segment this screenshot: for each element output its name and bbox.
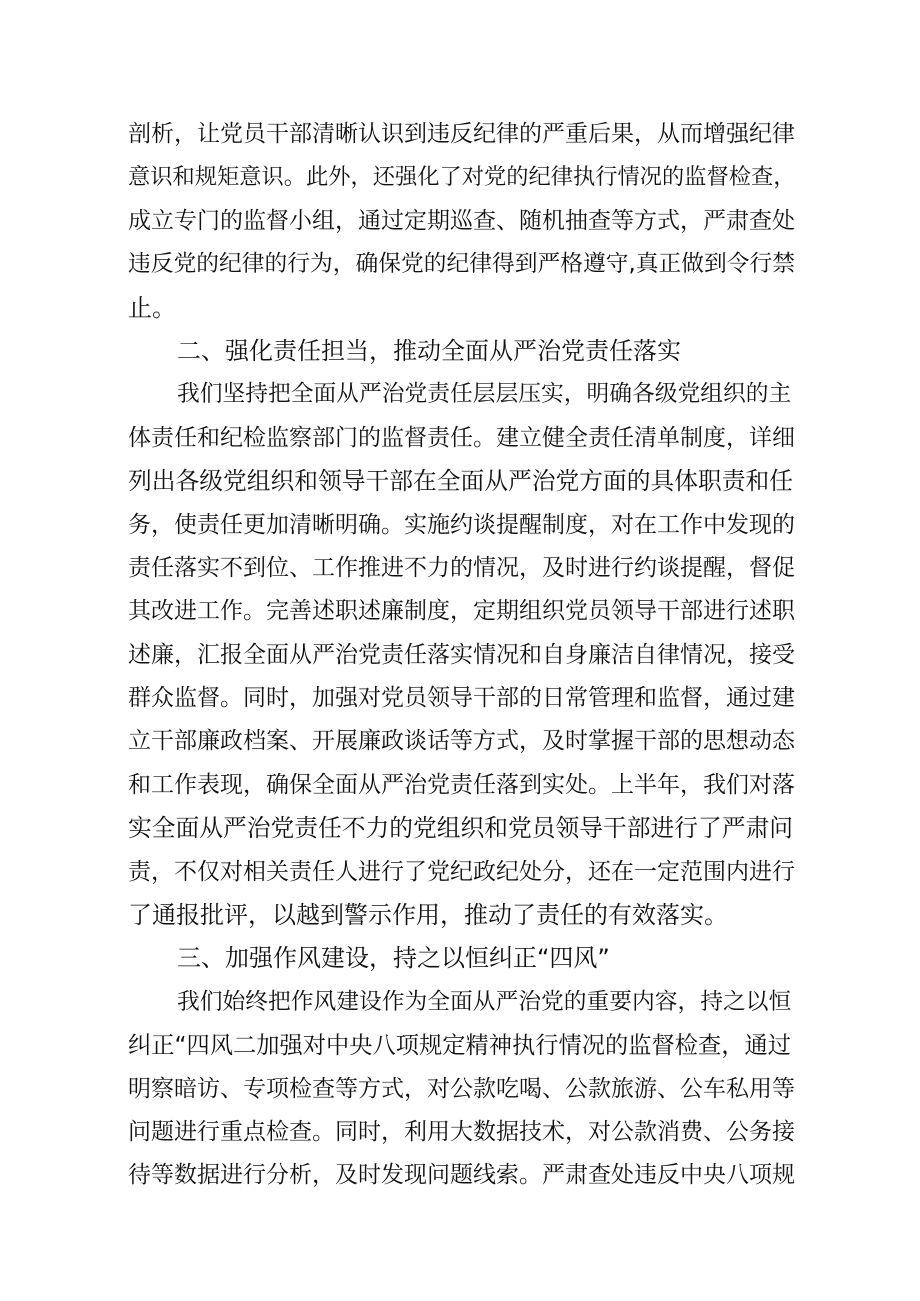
body-line: 列出各级党组织和领导干部在全面从严治党方面的具体职责和任: [128, 467, 794, 496]
body-line-continued: 意识和规矩意识。此外，还强化了对党的纪律执行情况的监督检查，: [128, 164, 796, 191]
body-line: 实全面从严治党责任不力的党组织和党员领导干部进行了严肃问: [128, 814, 794, 843]
paragraph-first-line: 我们坚持把全面从严治党责任层层压实，明确各级党组织的主: [177, 381, 792, 408]
body-line-continued: 违反党的纪律的行为，确保党的纪律得到严格遵守,真正做到令行禁: [128, 251, 795, 278]
body-line: 群众监督。同时，加强对党员领导干部的日常管理和监督，通过建: [128, 685, 795, 712]
document-body: [128, 113, 796, 1198]
body-line-continued: 成立专门的监督小组，通过定期巡查、随机抽查等方式，严肃查处: [128, 207, 795, 234]
body-line: 体责任和纪检监察部门的监督责任。建立健全责任清单制度，详细: [128, 424, 795, 451]
body-line: 纠正“四风二加强对中央八项规定精神执行情况的监督检查，通过: [128, 1032, 792, 1060]
section-heading-2: 二、强化责任担当，推动全面从严治党责任落实: [177, 336, 681, 365]
body-line-continued: 剖析，让党员干部清晰认识到违反纪律的严重后果，从而增强纪律: [128, 121, 795, 147]
body-line: 责，不仅对相关责任人进行了党纪政纪处分，还在一定范围内进行: [128, 858, 795, 885]
paragraph-first-line: 我们始终把作风建设作为全面从严治党的重要内容，持之以恒: [177, 988, 792, 1015]
body-line: 问题进行重点检查。同时，利用大数据技术，对公款消费、公务接: [128, 1118, 795, 1145]
body-line: 了通报批评，以越到警示作用，推动了责任的有效落实。: [128, 901, 728, 930]
body-line: 和工作表现，确保全面从严治党责任落到实处。上半年，我们对落: [128, 771, 795, 798]
body-line-continued: 止。: [128, 293, 176, 322]
body-line: 其改进工作。完善述职述廉制度，定期组织党员领导干部进行述职: [128, 598, 795, 625]
body-line: 待等数据进行分析，及时发现问题线索。严肃查处违反中央八项规: [128, 1162, 795, 1189]
body-line: 明察暗访、专项检查等方式，对公款吃喝、公款旅游、公车私用等: [128, 1075, 795, 1102]
body-line: 述廉，汇报全面从严治党责任落实情况和自身廉洁自律情况，接受: [128, 641, 795, 668]
body-line: 务，使责任更加清晰明确。实施约谈提醒制度，对在工作中发现的: [128, 511, 795, 538]
section-heading-3: 三、加强作风建设，持之以恒纠正“四风”: [177, 944, 610, 973]
body-line: 责任落实不到位、工作推进不力的情况，及时进行约谈提醒，督促: [128, 554, 795, 581]
body-line: 立干部廉政档案、开展廉政谈话等方式，及时掌握干部的思想动态: [128, 728, 795, 755]
